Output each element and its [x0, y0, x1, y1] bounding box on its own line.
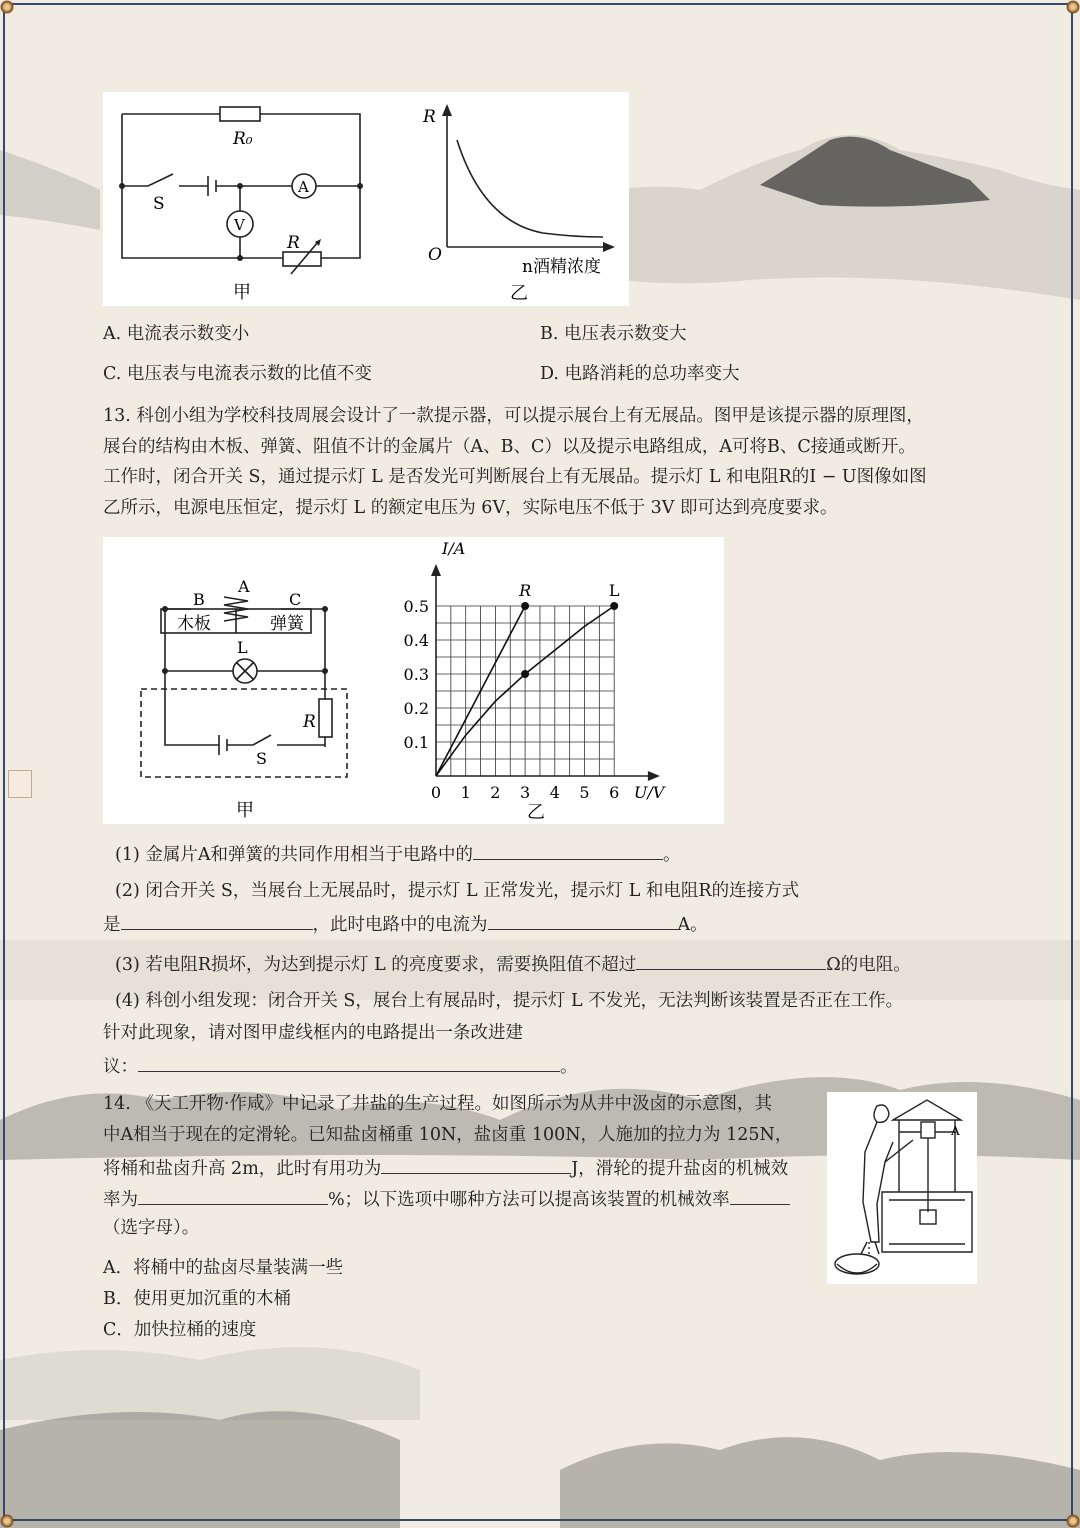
answer-blank[interactable]	[381, 1155, 571, 1174]
q13-sub-1-text: (1) 金属片A和弹簧的共同作用相当于电路中的	[115, 845, 473, 865]
q13-sub-2-mid: ，此时电路中的电流为	[312, 915, 488, 935]
label-r0: R₀	[233, 129, 253, 149]
label-s: S	[256, 749, 267, 768]
label-a: A	[238, 577, 250, 596]
q13-sub-4-line-1: (4) 科创小组发现：闭合开关 S，展台上有展品时，提示灯 L 不发光，无法判断该装置是否正在工作。	[115, 991, 904, 1011]
y-tick-label: 0.3	[403, 665, 429, 684]
q13-sub-2-line-1: (2) 闭合开关 S，当展台上无展品时，提示灯 L 正常发光，提示灯 L 和电阻R的连接方式	[115, 881, 800, 901]
q13-sub-4-pre: 议：	[103, 1057, 138, 1077]
resistor-r0	[220, 107, 260, 121]
x-tick-label: 0	[430, 783, 442, 802]
series-label-R: R	[519, 581, 532, 600]
label-s: S	[153, 194, 165, 214]
q14-line-1: 14. 《天工开物·作咸》中记录了井盐的生产过程。如图所示为从井中汲卤的示意图，其	[103, 1094, 772, 1114]
y-axis-label: I/A	[442, 539, 466, 558]
q13-sub-3-pre: (3) 若电阻R损坏，为达到提示灯 L 的亮度要求，需要换阻值不超过	[115, 955, 637, 975]
q12-option-c: C. 电压表与电流表示数的比值不变	[103, 364, 372, 384]
q12-circuit-and-graph	[103, 92, 629, 306]
q13-sub-4-line-3	[103, 1053, 578, 1078]
variable-resistor-r	[283, 252, 321, 266]
label-v: V	[234, 216, 245, 234]
corner-ornament	[1066, 1514, 1080, 1528]
q14-line-3-pre: 将桶和盐卤升高 2m，此时有用功为	[103, 1159, 382, 1179]
pulley-a	[921, 1122, 935, 1138]
q13-line-1: 13. 科创小组为学校科技周展会设计了一款提示器，可以提示展台上有无展品。图甲是该提示器的原理图，	[103, 406, 924, 426]
x-tick-label: 1	[460, 783, 471, 802]
caption-jia: 甲	[233, 282, 251, 303]
y-axis-arrow	[431, 564, 441, 576]
answer-blank[interactable]	[473, 841, 663, 860]
x-axis-label: U/V	[633, 783, 665, 802]
q13-sub-1-end: 。	[663, 845, 681, 865]
answer-blank[interactable]	[138, 1186, 328, 1205]
answer-blank[interactable]	[121, 911, 313, 930]
q12-figure	[103, 92, 629, 306]
q12-option-a: A. 电流表示数变小	[103, 324, 250, 344]
caption-yi: 乙	[510, 283, 528, 304]
answer-blank[interactable]	[730, 1186, 790, 1205]
label-spring: 弹簧	[270, 614, 304, 634]
series-point-L-mid	[521, 670, 529, 678]
seal-stamp	[8, 770, 32, 798]
graph-xlabel: n酒精浓度	[522, 257, 601, 277]
q13-sub-2-pre: 是	[103, 915, 121, 935]
q14-option-c: C．加快拉桶的速度	[103, 1320, 257, 1340]
q13-line-2: 展台的结构由木板、弹簧、阻值不计的金属片（A、B、C）以及提示电路组成，A可将B、C接通或断开。	[103, 437, 916, 457]
x-tick-label: 6	[609, 783, 620, 802]
iu-chart	[103, 537, 724, 824]
corner-ornament	[1066, 0, 1080, 14]
y-tick-label: 0.5	[403, 597, 429, 616]
q12-option-b: B. 电压表示数变大	[540, 324, 687, 344]
graph-origin: O	[428, 245, 442, 265]
q13-line-3: 工作时，闭合开关 S，通过提示灯 L 是否发光可判断展台上有无展品。提示灯 L 和电阻R的I − U图像如图	[103, 467, 927, 487]
q14-line-4-pre: 率为	[103, 1190, 138, 1210]
x-tick-label: 5	[579, 783, 590, 802]
q13-sub-1	[115, 841, 681, 866]
y-tick-label: 0.1	[403, 733, 429, 752]
brine-well-drawing	[827, 1092, 977, 1284]
x-axis-arrow	[648, 771, 660, 781]
graph-ylabel-r: R	[423, 107, 436, 127]
label-a: A	[298, 178, 309, 196]
series-point-R	[521, 602, 529, 610]
label-r: R	[287, 233, 300, 253]
label-lamp: L	[237, 638, 248, 657]
q13-sub-4-post: 。	[560, 1057, 578, 1077]
corner-ornament	[0, 1514, 14, 1528]
q14-option-b: B．使用更加沉重的木桶	[103, 1289, 291, 1309]
well-illustration	[827, 1092, 977, 1284]
pulley-label: A	[951, 1124, 960, 1138]
q14-line-3-post: J，滑轮的提升盐卤的机械效	[571, 1159, 789, 1179]
series-label-L: L	[608, 581, 620, 600]
q14-line-5: （选字母）。	[103, 1218, 200, 1238]
q13-line-4: 乙所示，电源电压恒定，提示灯 L 的额定电压为 6V，实际电压不低于 3V 即可达到亮度要求。	[103, 498, 838, 518]
answer-blank[interactable]	[488, 911, 678, 930]
q13-sub-3	[115, 951, 911, 976]
series-point-L	[610, 602, 618, 610]
corner-ornament	[0, 0, 14, 14]
label-b: B	[193, 590, 205, 609]
y-tick-label: 0.2	[403, 699, 429, 718]
q12-option-d: D. 电路消耗的总功率变大	[540, 364, 740, 384]
answer-blank[interactable]	[636, 951, 826, 970]
label-board: 木板	[177, 614, 211, 634]
q14-line-4-post: %；以下选项中哪种方法可以提高该装置的机械效率	[328, 1190, 730, 1210]
caption-yi: 乙	[527, 802, 545, 823]
answer-blank[interactable]	[138, 1053, 560, 1072]
label-c: C	[289, 590, 302, 609]
x-tick-label: 2	[490, 783, 501, 802]
q14-line-4	[103, 1186, 790, 1211]
r-vs-concentration-curve	[457, 140, 603, 237]
q13-sub-2-post: A。	[677, 915, 708, 935]
label-r: R	[303, 712, 316, 732]
x-tick-label: 3	[520, 783, 531, 802]
q13-sub-4-line-2: 针对此现象，请对图甲虚线框内的电路提出一条改进建	[103, 1023, 523, 1043]
q13-figure	[103, 537, 724, 824]
q14-option-a: A．将桶中的盐卤尽量装满一些	[103, 1258, 344, 1278]
caption-jia: 甲	[236, 800, 254, 821]
q14-line-2: 中A相当于现在的定滑轮。已知盐卤桶重 10N，盐卤重 100N，人施加的拉力为 125N，	[103, 1125, 793, 1145]
x-tick-label: 4	[549, 783, 560, 802]
q14-line-3	[103, 1155, 788, 1180]
q13-sub-2-line-2	[103, 911, 708, 936]
y-tick-label: 0.4	[403, 631, 429, 650]
q13-sub-3-post: Ω的电阻。	[826, 955, 911, 975]
